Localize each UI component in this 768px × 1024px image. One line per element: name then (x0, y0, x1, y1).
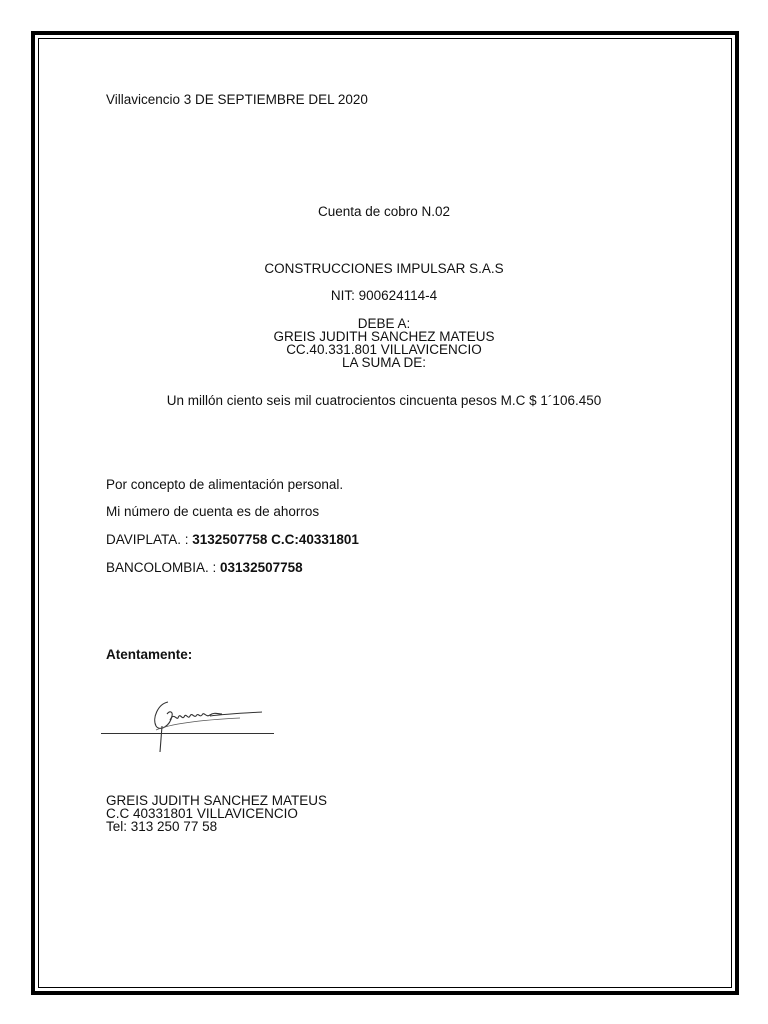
bancolombia-value: 03132507758 (220, 560, 303, 575)
bancolombia-label: BANCOLOMBIA. : (106, 560, 221, 575)
closing-text: Atentamente: (106, 647, 193, 662)
place-date: Villavicencio 3 DE SEPTIEMBRE DEL 2020 (106, 92, 368, 107)
concept-text: Por concepto de alimentación personal. (106, 477, 344, 492)
la-suma-de-label: LA SUMA DE: (341, 355, 427, 370)
signer-id: C.C 40331801 VILLAVICENCIO (106, 806, 298, 821)
account-intro: Mi número de cuenta es de ahorros (106, 504, 320, 519)
daviplata-label: DAVIPLATA. : (106, 532, 193, 547)
creditor-name: GREIS JUDITH SANCHEZ MATEUS (273, 329, 495, 344)
company-name: CONSTRUCCIONES IMPULSAR S.A.S (264, 261, 504, 276)
signature-line (101, 733, 274, 734)
daviplata-line (106, 532, 359, 548)
amount-text: Un millón ciento seis mil cuatrocientos cincuenta pesos M.C $ 1´106.450 (166, 393, 602, 408)
creditor-id: CC.40.331.801 VILLAVICENCIO (286, 342, 482, 357)
signer-block (106, 794, 327, 833)
bancolombia-line (106, 560, 303, 576)
document-title: Cuenta de cobro N.02 (317, 204, 451, 219)
signer-tel: Tel: 313 250 77 58 (106, 819, 218, 834)
debe-a-label: DEBE A: (357, 316, 411, 331)
daviplata-value: 3132507758 C.C:40331801 (192, 532, 359, 547)
handwritten-signature-icon (140, 690, 270, 760)
debtor-block (0, 317, 768, 369)
company-nit: NIT: 900624114-4 (330, 288, 438, 303)
signer-name: GREIS JUDITH SANCHEZ MATEUS (106, 793, 328, 808)
